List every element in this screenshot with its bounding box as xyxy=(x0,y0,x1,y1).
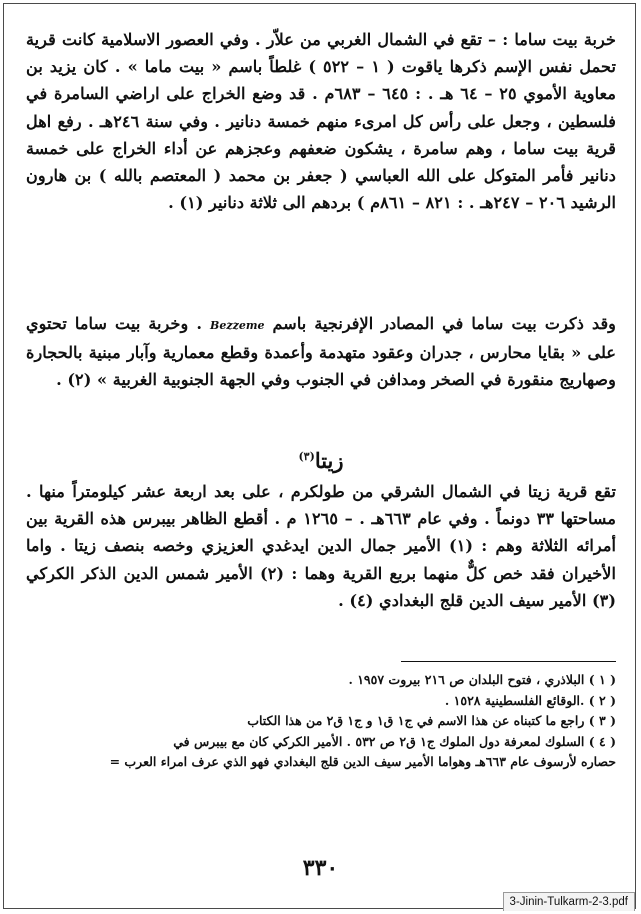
section-heading-zeita xyxy=(26,442,616,472)
footnote-divider xyxy=(401,661,616,662)
section-heading-title: زيتا xyxy=(314,448,344,473)
footnote-2: ( ٢ ) .الوقائع الفلسطينية ١٥٢٨ . xyxy=(444,692,616,708)
page-number: ٣٣٠ xyxy=(302,855,339,881)
footnote-4-continued: حصاره لأرسوف عام ٦٦٣هـ وهواما الأمير سيف الدين قلج البغدادي فهو الذي عرف امراء العرب = xyxy=(109,754,616,769)
footnote-4: ( ٤ ) السلوك لمعرفة دول الملوك ج١ ق٢ ص ٥٣٢ . الأمير الكركي كان مع بيبرس في xyxy=(173,733,616,749)
paragraph-bezzeme-text-1: وقد ذكرت بيت ساما في المصادر الإفرنجية باسم xyxy=(272,314,616,333)
footnote-3: ( ٣ ) راجع ما كتبناه عن هذا الاسم في ج١ ق١ و ج١ ق٢ من هذا الكتاب xyxy=(247,713,616,728)
book-page xyxy=(26,26,616,773)
paragraph-beit-sama: خربة بيت ساما : – تقع في الشمال الغربي من علاّر . وفي العصور الاسلامية كانت قرية تحمل نفس الإسم ذكرها ياقوت ( ١ – ٥٢٢ ) غلطاً باسم « بيت ماما » . كان يزيد بن معاوية الأموي ٢٥ – ٦٤ هـ . : ٦٤٥ – ٦٨٣م . قد وضع الخراج على اراضي السامرة في فلسطين ، وجعل على رأس كل امرىء منهم خمسة دنانير . وفي سنة ٢٤٦هـ . رفع اهل قرية بيت ساما ، وهم سامرة ، يشكون ضعفهم وعجزهم عن أداء الخراج على خمسة دنانير فأمر المتوكل على الله العباسي ( جعفر بن محمد ( المعتصم بالله ) بن هارون الرشيد ٢٠٦ – ٢٤٧هـ . : ٨٢١ – ٨٦١م ) بردهم الى ثلاثة دنانير (١) . xyxy=(26,30,616,213)
paragraph-bezzeme xyxy=(26,310,616,420)
pdf-filename-tab[interactable]: 3-Jinin-Tulkarm-2-3.pdf xyxy=(503,892,635,911)
paragraph-bezzeme-text-2: . وخربة بيت ساما تحتوي على « بقايا محارس ، جدران وعقود متهدمة وأعمدة وقطع معمارية وآبار مبنية بالحجارة وصهاريج منقورة في الصخر ومدافن في الجنوب وفي الجهة الجنوبية الغربية » (٢) . xyxy=(26,314,616,390)
paragraph-zeita: تقع قرية زيتا في الشمال الشرقي من طولكرم ، على بعد اربعة عشر كيلومتراً منها . مساحتها ٣٣ دونماً . وفي عام ٦٦٣هـ . – ١٢٦٥ م . أقطع الظاهر بيبرس هذه القرية بين أمرائه الثلاثة وهم : (١) الأمير جمال الدين ايدغدي العزيزي وخصه بنصف زيتا . واما الأخيران فقد خص كلٌّ منهما بربع القرية وهما : (٢) الأمير شمس الدين الذكر الكركي (٣) الأمير سيف الدين قلج البغدادي (٤) . xyxy=(26,482,616,610)
footnotes xyxy=(26,670,616,773)
section-heading-footnote-ref: (٣) xyxy=(298,450,315,463)
latin-name-bezzeme: Bezzeme xyxy=(210,319,265,332)
footnote-1: ( ١ ) البلاذري ، فتوح البلدان ص ٢١٦ بيروت ١٩٥٧ . xyxy=(348,672,616,687)
